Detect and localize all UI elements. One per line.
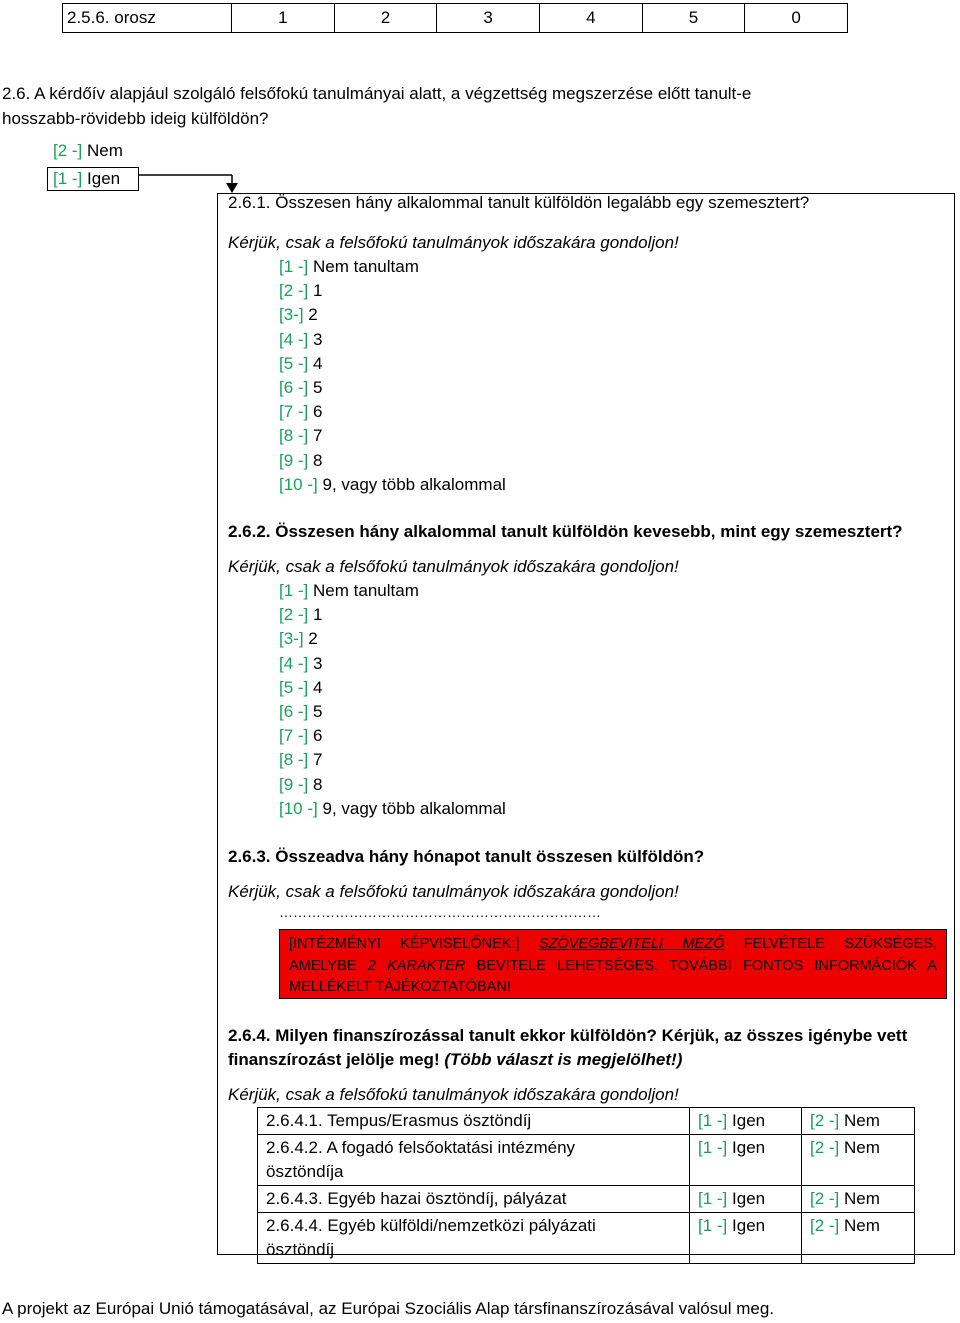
option-label: 3 [313,653,323,673]
option-code: [8 -] [279,750,309,770]
q261-option[interactable] [279,451,323,471]
option-code: [5 -] [279,353,309,373]
financing-yes-option[interactable]: [1 -] Igen [690,1213,802,1264]
q262-title: 2.6.2. Összesen hány alkalommal tanult külföldön kevesebb, mint egy szemesztert? [228,522,903,541]
q26-title-line1: 2.6. A kérdőív alapjául szolgáló felsőfokú tanulmányai alatt, a végzettség megszerzése előtt tanult-e [2,84,752,103]
option-code: [4 -] [279,653,309,673]
option-label: 9, vagy több alkalommal [322,474,506,494]
option-code: [9 -] [279,450,309,470]
financing-yes-option[interactable]: [1 -] Igen [690,1108,802,1135]
months-input-field[interactable]: …………………………………………………………… [279,904,601,920]
table-row [258,1213,915,1264]
option-code: [3-] [279,305,304,325]
q261-option[interactable] [279,257,419,277]
financing-label: 2.6.4.1. Tempus/Erasmus ösztöndíj [258,1108,690,1135]
q262-option[interactable] [279,678,323,698]
q261-option[interactable] [279,354,323,374]
option-label: Nem tanultam [313,257,419,276]
option-code: [1 -] [279,257,309,276]
financing-no-option[interactable]: [2 -] Nem [802,1108,915,1135]
q262-option[interactable] [279,654,323,674]
q262-option[interactable] [279,799,506,819]
table-row [258,1186,915,1213]
q262-option[interactable] [279,581,419,601]
option-label: 9, vagy több alkalommal [322,798,506,818]
q262-option[interactable] [279,775,323,795]
notice-line: [INTÉZMÉNYI KÉPVISELŐNEK:] SZÖVEGBEVITELI MEZŐ FELVÉTELE SZÜKSÉGES, [289,936,937,952]
financing-label: 2.6.4.2. A fogadó felsőoktatási intézmény ösztöndíja [258,1135,690,1186]
option-code: [7 -] [279,402,309,422]
financing-yes-option[interactable]: [1 -] Igen [690,1135,802,1186]
financing-no-option[interactable]: [2 -] Nem [802,1213,915,1264]
q264-title-line1: 2.6.4. Milyen finanszírozással tanult ekkor külföldön? Kérjük, az összes igénybe vett [228,1026,908,1045]
table-row [258,1135,915,1186]
option-label: 7 [313,426,323,446]
q264-hint: Kérjük, csak a felsőfokú tanulmányok időszakára gondoljon! [228,1085,679,1104]
q26-title-line2: hosszabb-rövidebb ideig külföldön? [2,109,269,128]
q261-option[interactable] [279,378,323,398]
q261-option[interactable] [279,475,506,495]
option-code: [2 -] [279,605,309,625]
option-label: 2 [308,629,318,649]
option-code: [7 -] [279,726,309,746]
branch-arrow-icon [0,0,960,200]
option-label: 6 [313,726,323,746]
institution-notice [279,929,947,999]
option-label: 3 [313,329,323,349]
option-code: [2 -] [53,141,83,160]
financing-no-option[interactable]: [2 -] Nem [802,1135,915,1186]
option-code: [5 -] [279,677,309,697]
option-label: 4 [313,677,323,697]
notice-line: MELLÉKELT TÁJÉKOZTATÓBAN! [289,979,511,995]
option-label: 8 [313,450,323,470]
option-label: 4 [313,353,323,373]
option-label: Nem [87,141,123,160]
option-code: [3-] [279,629,304,649]
financing-no-option[interactable]: [2 -] Nem [802,1186,915,1213]
q262-option[interactable] [279,605,323,625]
footer-text: A projekt az Európai Unió támogatásával, az Európai Szociális Alap társfinanszírozásával valósul meg. [2,1299,775,1318]
option-code: [2 -] [279,281,309,301]
q261-option[interactable] [279,426,323,446]
q263-title: 2.6.3. Összeadva hány hónapot tanult összesen külföldön? [228,847,705,866]
option-code: [10 -] [279,798,318,818]
q261-option[interactable] [279,402,323,422]
financing-label: 2.6.4.3. Egyéb hazai ösztöndíj, pályázat [258,1186,690,1213]
option-code: [1 -] [53,169,83,188]
scale-cell-4[interactable]: 4 [539,4,642,33]
q261-option[interactable] [279,305,318,325]
option-label: 7 [313,750,323,770]
option-code: [8 -] [279,426,309,446]
scale-cell-2[interactable]: 2 [334,4,437,33]
q261-option[interactable] [279,330,323,350]
option-label: Igen [87,169,121,188]
q264-title-line2: finanszírozást jelölje meg! (Több választ is megjelölhet!) [228,1050,683,1069]
q262-option[interactable] [279,750,323,770]
option-code: [6 -] [279,702,309,721]
language-label: 2.5.6. orosz [63,4,232,33]
option-label: Nem tanultam [313,581,419,600]
option-label: 8 [313,774,323,794]
scale-cell-1[interactable]: 1 [232,4,335,33]
option-code: [6 -] [279,378,309,397]
option-label: 2 [308,305,318,325]
option-label: 6 [313,402,323,422]
q262-hint: Kérjük, csak a felsőfokú tanulmányok időszakára gondoljon! [228,557,679,576]
financing-yes-option[interactable]: [1 -] Igen [690,1186,802,1213]
option-code: [4 -] [279,329,309,349]
option-code: [9 -] [279,774,309,794]
table-row [258,1108,915,1135]
q262-option[interactable] [279,629,318,649]
notice-line: AMELYBE 2 KARAKTER BEVITELE LEHETSÉGES. TOVÁBBI FONTOS INFORMÁCIÓK A [289,957,938,974]
q262-option[interactable] [279,726,323,746]
scale-cell-0[interactable]: 0 [745,4,848,33]
financing-label: 2.6.4.4. Egyéb külföldi/nemzetközi pályázati ösztöndíj [258,1213,690,1264]
scale-cell-3[interactable]: 3 [437,4,540,33]
option-label: 5 [313,702,323,721]
scale-cell-5[interactable]: 5 [642,4,745,33]
financing-table [257,1107,915,1264]
q261-hint: Kérjük, csak a felsőfokú tanulmányok időszakára gondoljon! [228,233,679,252]
option-code: [10 -] [279,474,318,494]
q262-option[interactable] [279,702,323,722]
option-label: 1 [313,605,323,625]
option-label: 1 [313,281,323,301]
q263-hint: Kérjük, csak a felsőfokú tanulmányok időszakára gondoljon! [228,882,679,901]
option-code: [1 -] [279,581,309,600]
q261-option[interactable] [279,281,323,301]
q261-title: 2.6.1. Összesen hány alkalommal tanult külföldön legalább egy szemesztert? [228,193,810,212]
option-label: 5 [313,378,323,397]
